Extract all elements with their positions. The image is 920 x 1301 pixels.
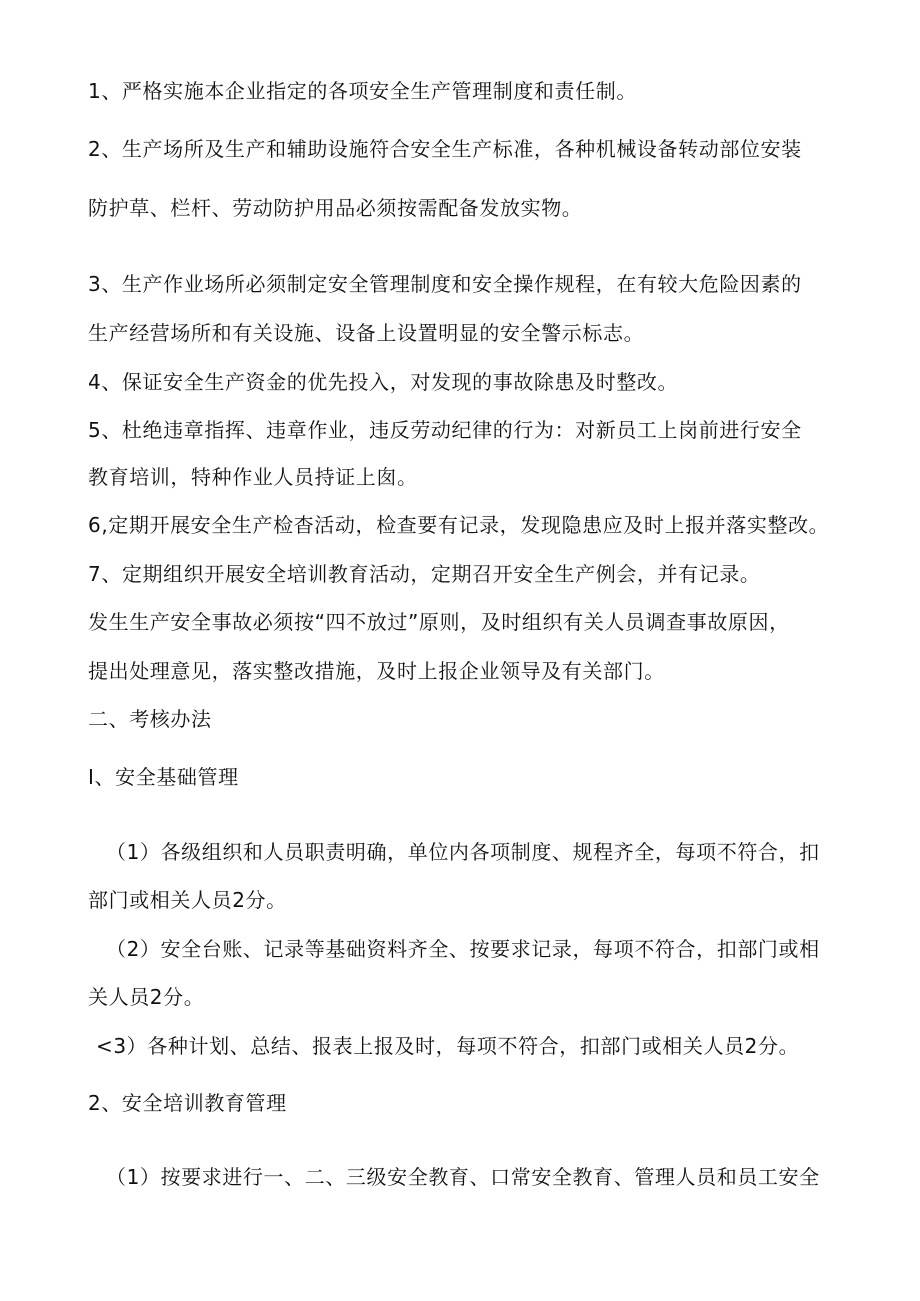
text-line-15: （1）各级组织和人员职责明确，单位内各项制度、规程齐全，每项不符合，扣 <box>106 840 820 864</box>
section-heading-assessment: 二、考核办法 <box>88 707 212 731</box>
text-line-1: 1、严格实施本企业指定的各项安全生产管理制度和责任制。 <box>88 79 637 103</box>
subsection-heading-2: 2、安全培训教育管理 <box>88 1091 287 1115</box>
text-line-17: （2）安全台账、记录等基础资料齐全、按要求记录，每项不符合，扣部门或相 <box>106 937 820 961</box>
text-line-6: 4、保证安全生产资金的优先投入，对发现的事故除患及时整改。 <box>88 370 679 394</box>
text-line-19: <3）各种计划、总结、报表上报及时，每项不符合，扣部门或相关人员2分。 <box>96 1034 800 1058</box>
text-line-10: 7、定期组织开展安全培训教育活动，定期召开安全生产例会，并有记录。 <box>88 562 761 586</box>
subsection-heading-1: I、安全基础管理 <box>88 765 239 789</box>
text-line-12: 提出处理意见，落实整改措施，及时上报企业领导及有关部门。 <box>88 659 665 683</box>
text-line-11: 发生生产安全事故必须按“四不放过”原则，及时组织有关人员调查事故原因， <box>88 610 790 634</box>
text-line-9: 6,定期开展安全生产检杳活动，检查要有记录，发现隐患应及时上报并落实整改。 <box>88 513 830 537</box>
text-line-8: 教育培训，特种作业人员持证上囱。 <box>88 465 418 489</box>
text-line-18: 关人员2分。 <box>88 985 205 1009</box>
text-line-2: 2、生产场所及生产和辅助设施符合安全生产标准，各种机械设备转动部位安装 <box>88 137 802 161</box>
text-line-3: 防护草、栏杆、劳动防护用品必须按需配备发放实物。 <box>88 196 583 220</box>
text-line-16: 部门或相关人员2分。 <box>88 888 287 912</box>
text-line-5: 生产经营场所和有关设施、设备上设置明显的安全警示标志。 <box>88 321 645 345</box>
text-line-7: 5、杜绝违章指挥、违章作业，违反劳动纪律的行为：对新员工上岗前进行安全 <box>88 418 802 442</box>
text-line-4: 3、生产作业场所必须制定安全管理制度和安全操作规程，在有较大危险因素的 <box>88 272 802 296</box>
text-line-21: （1）按要求进行一、二、三级安全教育、口常安全教育、管理人员和员工安全 <box>106 1165 820 1189</box>
